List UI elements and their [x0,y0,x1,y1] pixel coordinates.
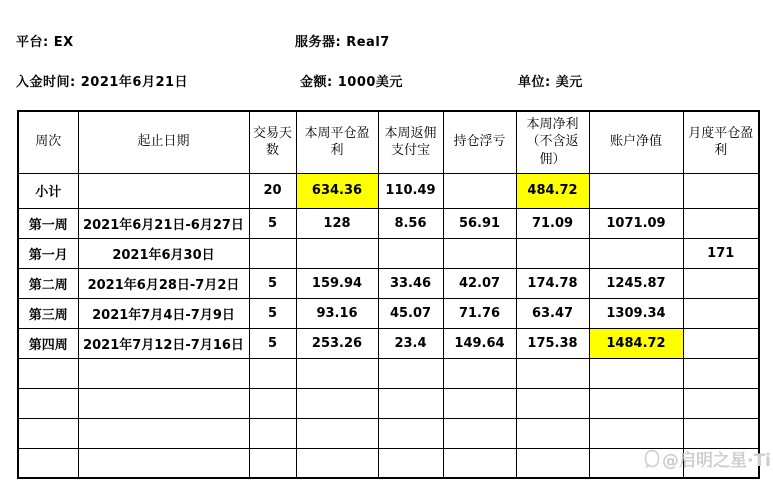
table-cell [18,358,78,388]
table-cell [516,448,589,478]
table-cell: 128 [296,208,378,238]
table-cell: 33.46 [378,268,443,298]
column-header: 起止日期 [78,111,249,173]
table-cell [516,358,589,388]
table-cell [589,388,683,418]
table-cell [683,173,759,208]
unit-label: 单位: 美元 [518,75,583,90]
table-cell: 第二周 [18,268,78,298]
column-header: 交易天数 [249,111,296,173]
table-cell [78,173,249,208]
column-header: 本周净利（不含返佣） [516,111,589,173]
table-cell: 2021年6月28日-7月2日 [78,268,249,298]
platform-label: 平台: EX [16,35,74,50]
table-cell [378,358,443,388]
table-cell: 110.49 [378,173,443,208]
table-cell [683,328,759,358]
table-cell [18,388,78,418]
table-cell: 253.26 [296,328,378,358]
table-cell: 8.56 [378,208,443,238]
table-cell [18,448,78,478]
table-cell: 175.38 [516,328,589,358]
column-header: 月度平仓盈利 [683,111,759,173]
table-cell: 5 [249,268,296,298]
table-cell: 5 [249,298,296,328]
table-cell [378,238,443,268]
table-cell: 1309.34 [589,298,683,328]
server-label: 服务器: Real7 [295,35,390,50]
watermark-text: @启明之星·Ti [662,451,771,471]
table-cell [378,418,443,448]
table-cell: 小计 [18,173,78,208]
table-cell [683,298,759,328]
table-cell [78,388,249,418]
table-cell [443,418,516,448]
table-cell [683,358,759,388]
table-cell [78,418,249,448]
table-cell [589,358,683,388]
table-cell [683,268,759,298]
table-cell: 20 [249,173,296,208]
table-cell [589,418,683,448]
table-cell [683,448,759,478]
table-cell: 93.16 [296,298,378,328]
deposit-time-label: 入金时间: 2021年6月21日 [16,75,189,90]
table-cell: 42.07 [443,268,516,298]
table-cell [443,358,516,388]
table-row [18,173,759,208]
table-cell [378,448,443,478]
table-cell: 56.91 [443,208,516,238]
table-cell [378,388,443,418]
table-cell: 634.36 [296,173,378,208]
column-header: 持仓浮亏 [443,111,516,173]
table-cell: 第一月 [18,238,78,268]
table-cell: 2021年6月21日-6月27日 [78,208,249,238]
table-cell [589,448,683,478]
table-cell: 45.07 [378,298,443,328]
table-cell: 63.47 [516,298,589,328]
column-header: 本周平仓盈利 [296,111,378,173]
table-cell [516,238,589,268]
table-cell: 第一周 [18,208,78,238]
table-cell [443,238,516,268]
table-cell [683,388,759,418]
table-row [18,238,759,268]
table-cell [589,238,683,268]
table-cell [296,418,378,448]
table-cell: 1245.87 [589,268,683,298]
table-cell: 5 [249,208,296,238]
table-cell [249,358,296,388]
table-cell [296,358,378,388]
table-cell: 171 [683,238,759,268]
table-row [18,388,759,418]
table-cell [249,238,296,268]
table-header-row [18,111,759,173]
table-cell: 174.78 [516,268,589,298]
table-cell: 2021年7月4日-7月9日 [78,298,249,328]
table-cell [683,208,759,238]
amount-label: 金额: 1000美元 [300,75,403,90]
table-cell [18,418,78,448]
column-header: 周次 [18,111,78,173]
column-header: 本周返佣支付宝 [378,111,443,173]
table-cell [443,388,516,418]
table-body [18,173,759,478]
column-header: 账户净值 [589,111,683,173]
weekly-report-table [17,110,760,479]
table-cell: 159.94 [296,268,378,298]
table-cell [249,388,296,418]
table-cell [443,173,516,208]
table-cell: 1484.72 [589,328,683,358]
table-cell: 71.09 [516,208,589,238]
table-row [18,268,759,298]
table-cell: 第四周 [18,328,78,358]
table-cell [78,358,249,388]
table-cell: 484.72 [516,173,589,208]
table-cell: 5 [249,328,296,358]
table-cell [249,448,296,478]
table-cell: 149.64 [443,328,516,358]
table-cell: 2021年7月12日-7月16日 [78,328,249,358]
table-row [18,358,759,388]
table-cell: 第三周 [18,298,78,328]
table-cell [296,238,378,268]
table-row [18,448,759,478]
table-cell: 71.76 [443,298,516,328]
table-cell [516,388,589,418]
table-cell [589,173,683,208]
table-cell [296,448,378,478]
table-row [18,418,759,448]
table-cell [443,448,516,478]
table-cell: 1071.09 [589,208,683,238]
table-cell [296,388,378,418]
table-row [18,298,759,328]
table-cell: 2021年6月30日 [78,238,249,268]
table-cell [78,448,249,478]
table-cell: 23.4 [378,328,443,358]
table-cell [249,418,296,448]
table-cell [683,418,759,448]
table-cell [516,418,589,448]
table-row [18,328,759,358]
table-row [18,208,759,238]
